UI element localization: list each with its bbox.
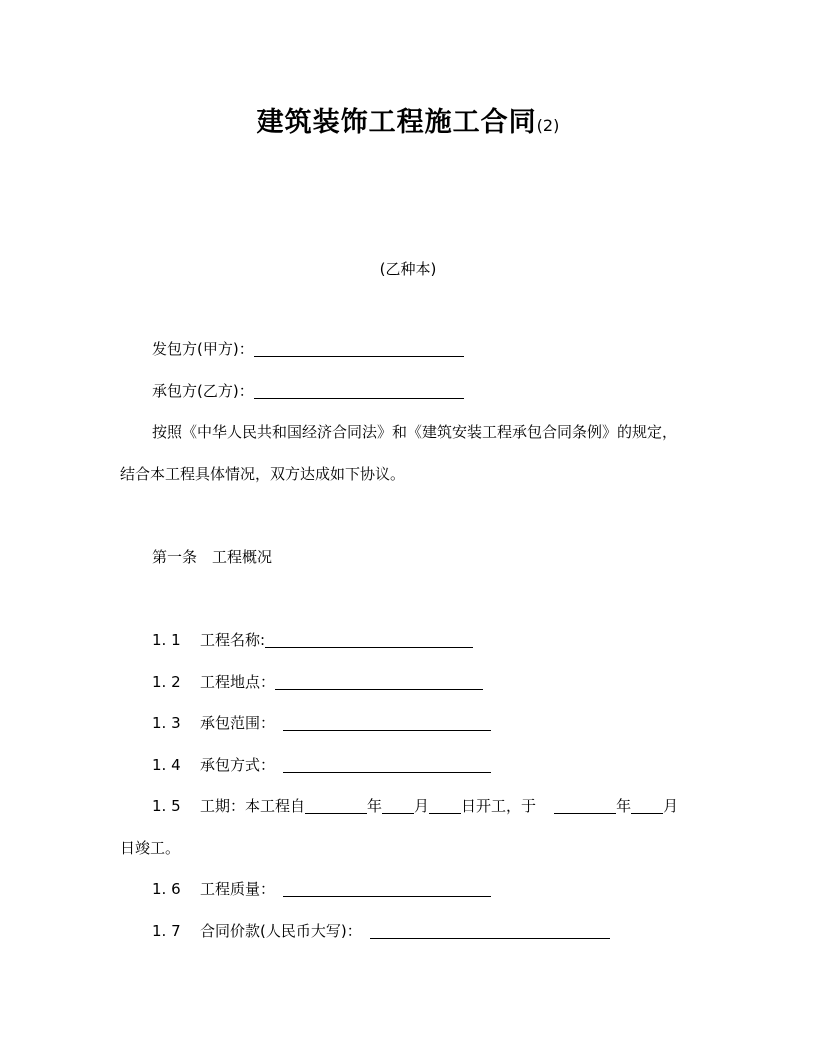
item-label: 合同价款(人民币大写)： — [200, 922, 362, 940]
item-blank — [283, 715, 491, 731]
item-1-2 — [152, 673, 483, 691]
year-label-2: 年 — [616, 797, 632, 815]
item-number: 1. 4 — [152, 756, 181, 774]
month-label-1: 月 — [414, 797, 430, 815]
item-label: 工期：本工程自 — [200, 797, 306, 815]
year-blank-1 — [305, 798, 367, 814]
item-blank — [370, 923, 610, 939]
item-blank — [283, 757, 491, 773]
item-1-7 — [152, 922, 610, 940]
item-number: 1. 3 — [152, 714, 181, 732]
document-title — [0, 100, 816, 139]
party-a-label: 发包方(甲方)： — [152, 340, 254, 358]
party-b-blank — [254, 383, 464, 399]
item-label: 工程质量： — [200, 880, 276, 898]
party-a-line — [152, 340, 464, 358]
month-label-2: 月 — [663, 797, 679, 815]
intro-line-2: 结合本工程具体情况，双方达成如下协议。 — [120, 465, 406, 483]
year-blank-2 — [554, 798, 616, 814]
intro-line-1: 按照《中华人民共和国经济合同法》和《建筑安装工程承包合同条例》的规定， — [152, 423, 678, 441]
year-label-1: 年 — [367, 797, 383, 815]
start-text: 日开工，于 — [461, 797, 537, 815]
day-blank-1 — [429, 798, 461, 814]
item-1-5-continuation: 日竣工。 — [120, 839, 181, 857]
item-1-5 — [152, 797, 678, 815]
item-blank — [265, 632, 473, 648]
item-number: 1. 2 — [152, 673, 181, 691]
item-1-4 — [152, 756, 491, 774]
item-number: 1. 5 — [152, 797, 181, 815]
party-b-line — [152, 382, 464, 400]
item-number: 1. 1 — [152, 631, 181, 649]
party-a-blank — [254, 341, 464, 357]
title-main: 建筑装饰工程施工合同 — [256, 107, 537, 138]
item-1-3 — [152, 714, 491, 732]
title-suffix: (2) — [536, 116, 560, 135]
item-label: 工程地点： — [200, 673, 276, 691]
month-blank-1 — [382, 798, 414, 814]
item-number: 1. 6 — [152, 880, 181, 898]
item-blank — [275, 674, 483, 690]
item-label: 工程名称: — [200, 631, 266, 649]
item-blank — [283, 881, 491, 897]
item-1-6 — [152, 880, 491, 898]
party-b-label: 承包方(乙方)： — [152, 382, 254, 400]
item-1-1 — [152, 631, 473, 649]
document-subtitle: (乙种本) — [379, 260, 437, 278]
item-label: 承包范围： — [200, 714, 276, 732]
month-blank-2 — [631, 798, 663, 814]
item-number: 1. 7 — [152, 922, 181, 940]
item-label: 承包方式： — [200, 756, 276, 774]
article-1-heading: 第一条 工程概况 — [152, 548, 273, 566]
